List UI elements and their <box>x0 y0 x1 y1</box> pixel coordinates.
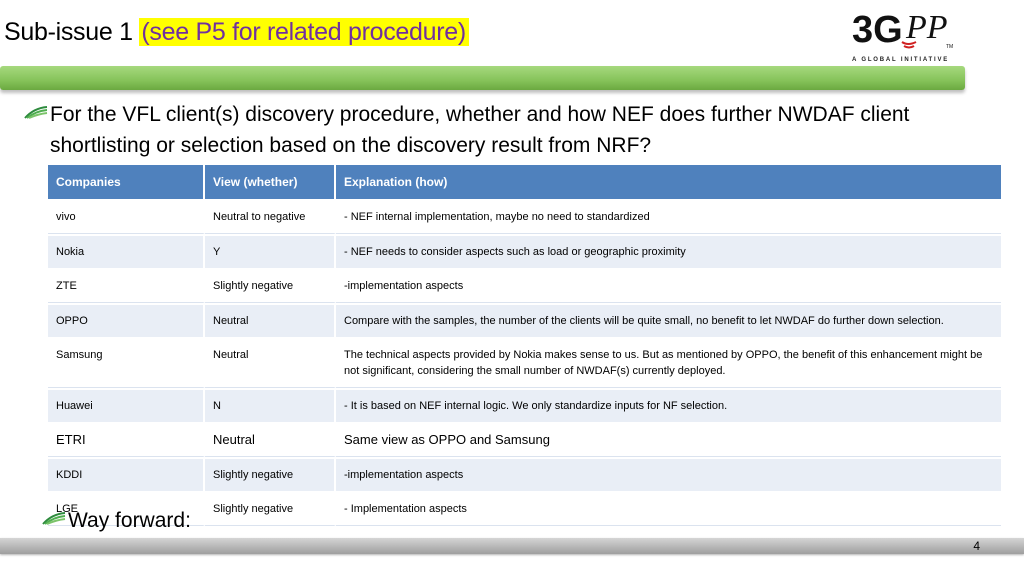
views-table <box>48 163 1001 528</box>
explanation-cell: -implementation aspects <box>336 270 1001 303</box>
view-cell: Slightly negative <box>205 493 336 526</box>
view-cell: Neutral <box>205 424 336 457</box>
table-row <box>48 305 1001 337</box>
view-cell: Slightly negative <box>205 270 336 303</box>
explanation-cell: Same view as OPPO and Samsung <box>336 424 1001 457</box>
company-cell: OPPO <box>48 305 205 337</box>
way-forward-bullet <box>42 505 191 536</box>
explanation-cell: - It is based on NEF internal logic. We only standardize inputs for NF selection. <box>336 390 1001 422</box>
view-cell: Neutral to negative <box>205 201 336 234</box>
question-bullet <box>24 99 984 161</box>
company-cell: KDDI <box>48 459 205 491</box>
company-cell: ETRI <box>48 424 205 457</box>
table-row <box>48 339 1001 388</box>
company-cell: ZTE <box>48 270 205 303</box>
slide-title <box>4 14 469 50</box>
header-explanation: Explanation (how) <box>336 165 1001 199</box>
title-prefix: Sub-issue 1 <box>4 18 140 46</box>
company-cell: LGE <box>48 493 205 526</box>
table-row <box>48 424 1001 457</box>
view-cell: Neutral <box>205 305 336 337</box>
table-row <box>48 390 1001 422</box>
company-cell: Huawei <box>48 390 205 422</box>
title-highlight: (see P5 for related procedure) <box>139 18 469 46</box>
view-cell: Neutral <box>205 339 336 388</box>
header-view: View (whether) <box>205 165 336 199</box>
table-header-row <box>48 165 1001 199</box>
header-accent-bar <box>0 66 965 90</box>
header-companies: Companies <box>48 165 205 199</box>
explanation-cell: - NEF needs to consider aspects such as load or geographic proximity <box>336 236 1001 268</box>
company-cell: vivo <box>48 201 205 234</box>
logo-tagline: A GLOBAL INITIATIVE <box>852 57 950 63</box>
table-row <box>48 236 1001 268</box>
question-text: For the VFL client(s) discovery procedure, whether and how NEF does further NWDAF client shortlisting or selection based on the discovery result from NRF? <box>50 103 910 157</box>
footer-bar <box>0 538 1024 554</box>
way-forward-text: Way forward: <box>68 509 191 532</box>
explanation-cell: - NEF internal implementation, maybe no need to standardized <box>336 201 1001 234</box>
svg-text:TM: TM <box>946 44 954 50</box>
company-cell: Nokia <box>48 236 205 268</box>
table-row <box>48 493 1001 526</box>
page-number: 4 <box>973 539 980 553</box>
svg-text:PP: PP <box>906 9 948 46</box>
svg-text:3G: 3G <box>852 9 903 51</box>
view-cell: N <box>205 390 336 422</box>
explanation-cell: The technical aspects provided by Nokia makes sense to us. But as mentioned by OPPO, the benefit of this enhancement might be not significant, considering the small number of NWDAF(s) currently deployed. <box>336 339 1001 388</box>
view-cell: Slightly negative <box>205 459 336 491</box>
explanation-cell: Compare with the samples, the number of the clients will be quite small, no benefit to let NWDAF do further down selection. <box>336 305 1001 337</box>
company-cell: Samsung <box>48 339 205 388</box>
table-row <box>48 201 1001 234</box>
explanation-cell: -implementation aspects <box>336 459 1001 491</box>
leaf-bullet-icon <box>42 512 66 526</box>
table-row <box>48 270 1001 303</box>
leaf-bullet-icon <box>24 106 48 120</box>
view-cell: Y <box>205 236 336 268</box>
explanation-cell: - Implementation aspects <box>336 493 1001 526</box>
table-row <box>48 459 1001 491</box>
